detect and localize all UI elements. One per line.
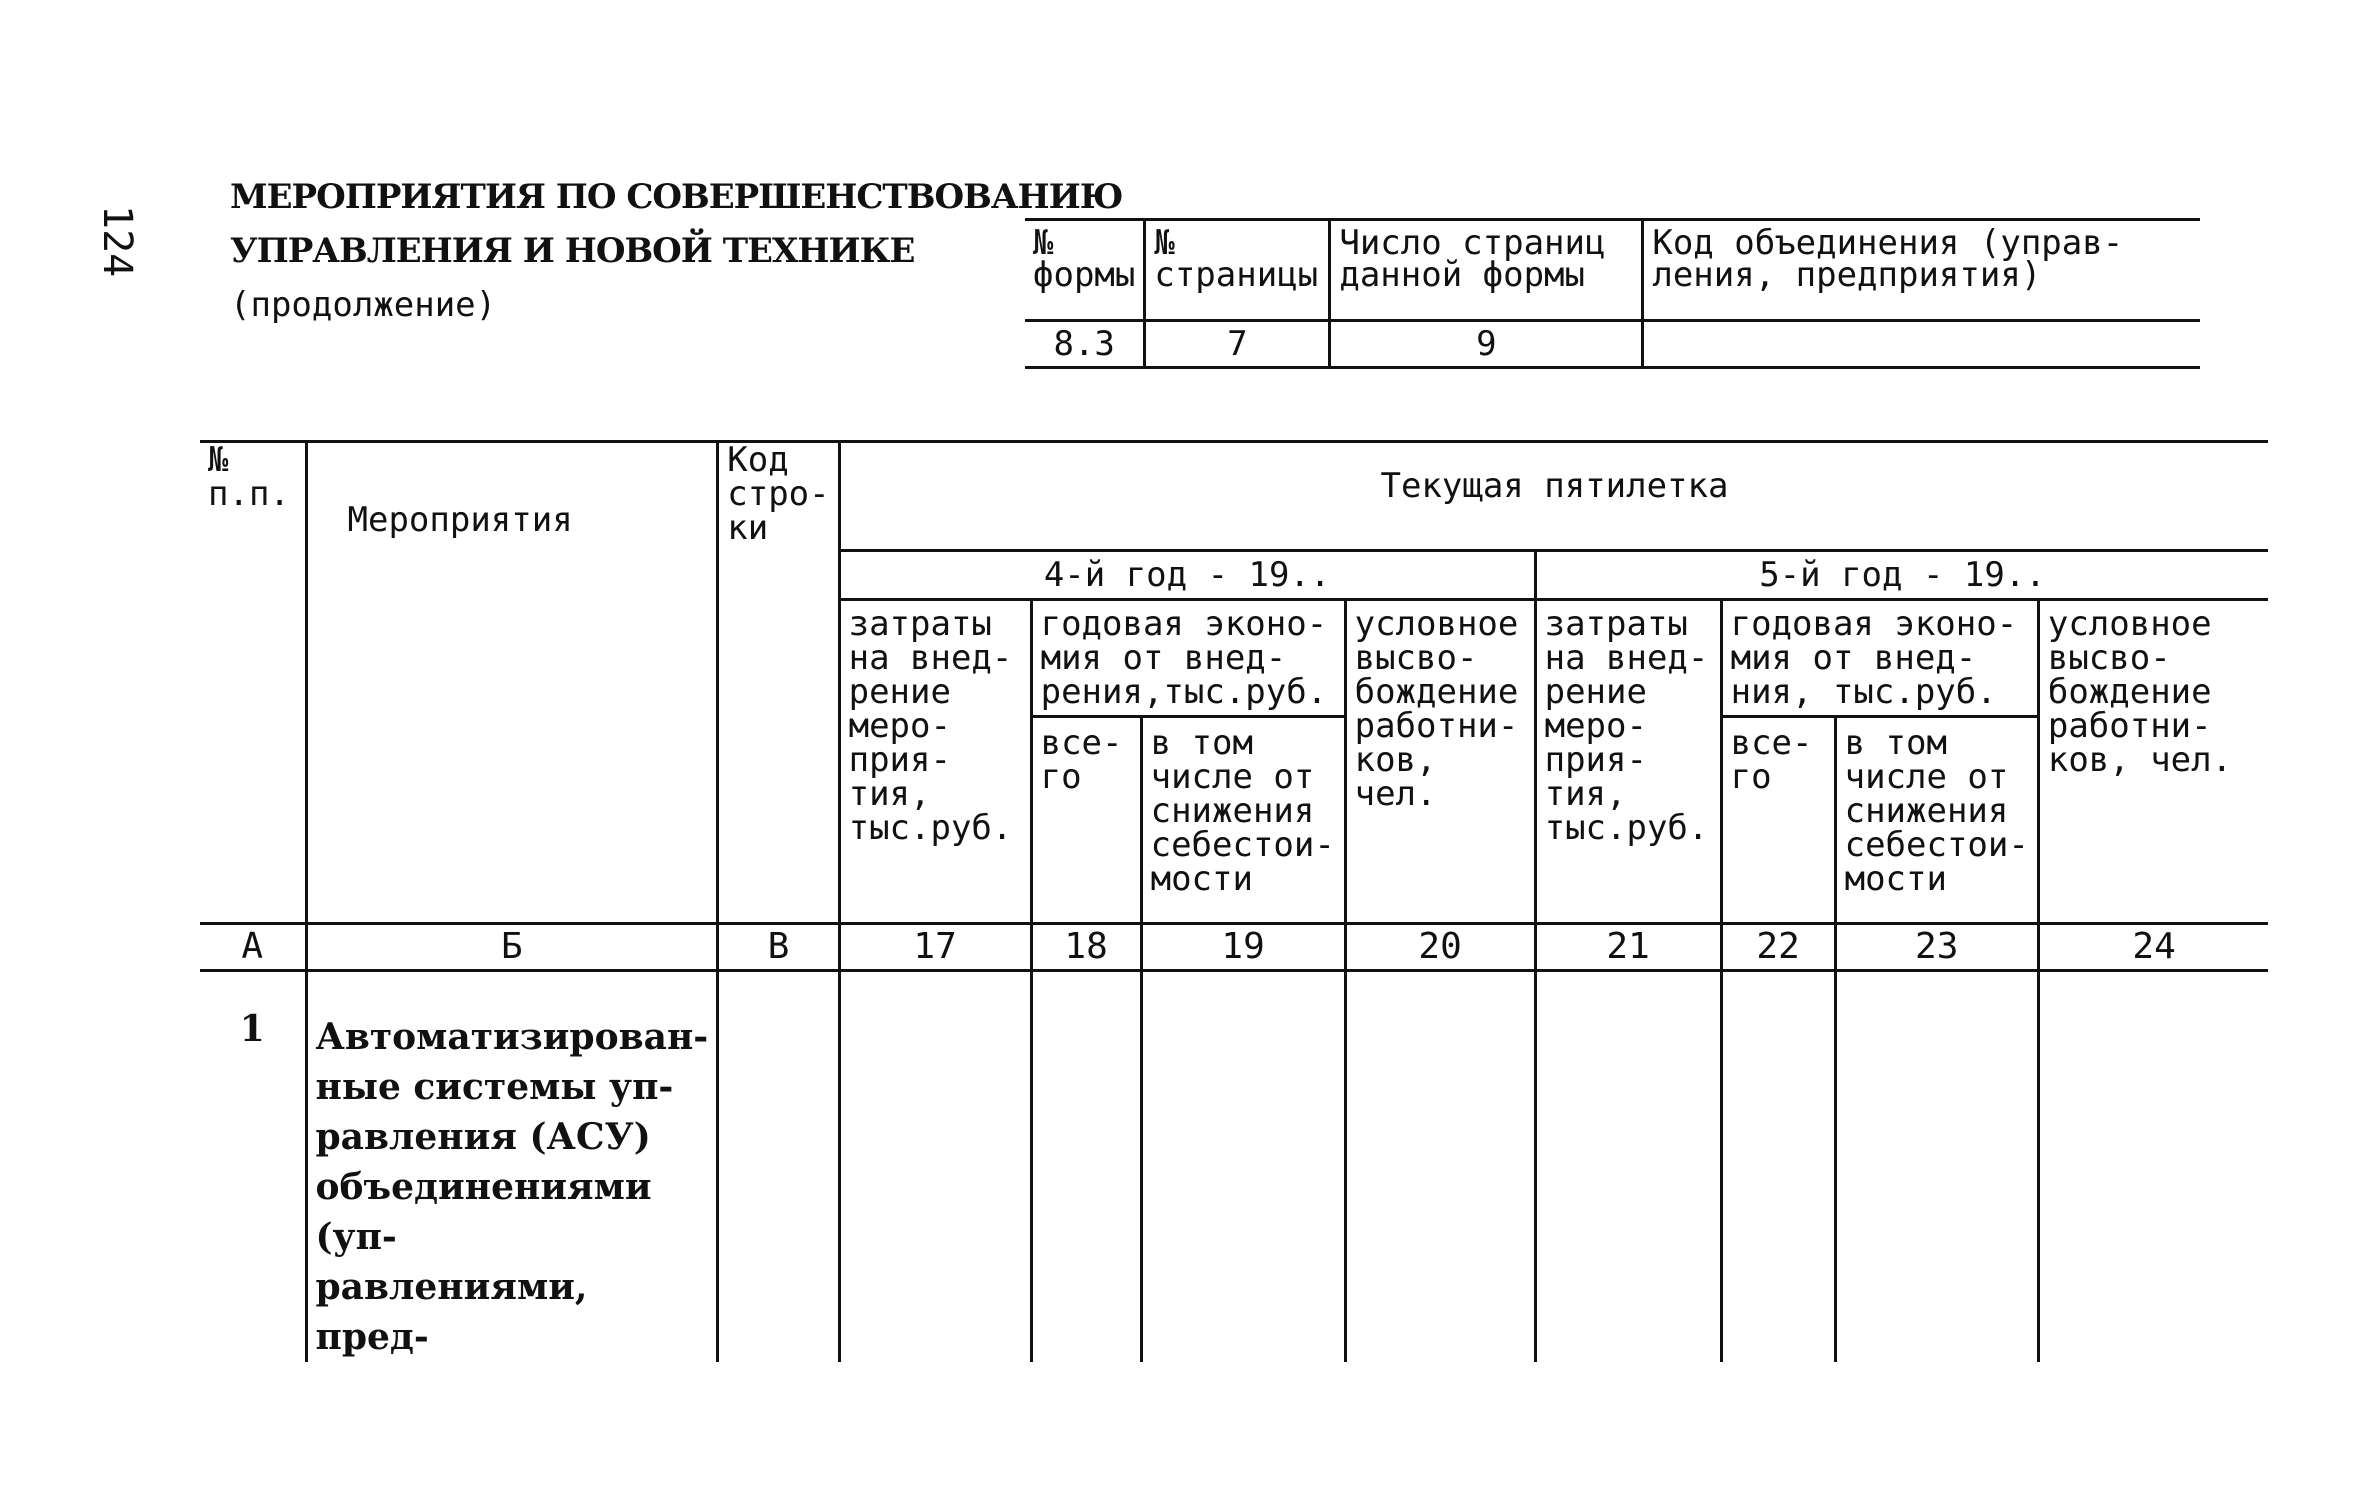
page-count-value: 9	[1330, 321, 1643, 368]
index-cell: 21	[1535, 924, 1721, 971]
heading-line-3: (продолжение)	[230, 285, 497, 325]
page-number: 124	[94, 205, 140, 278]
col-header-num: № п.п.	[200, 442, 306, 924]
org-code-header: Код объединения (управ- ления, предприятия)	[1643, 220, 2201, 321]
year-4-header: 4-й год - 19..	[839, 551, 1535, 600]
index-cell: 18	[1031, 924, 1141, 971]
row-cell	[839, 971, 1031, 1363]
costs-header-y5: затраты на внед- рение меро- прия- тия, тыс.руб.	[1535, 600, 1721, 924]
total-header-y4: все- го	[1031, 717, 1141, 924]
current-plan-header: Текущая пятилетка	[839, 442, 2268, 551]
index-cell: 17	[839, 924, 1031, 971]
incl-cost-header-y5: в том числе от снижения себестои- мости	[1835, 717, 2038, 924]
heading-line-2: УПРАВЛЕНИЯ И НОВОЙ ТЕХНИКЕ	[230, 231, 915, 271]
release-header-y4: условное высво- бождение работни- ков, чел.	[1345, 600, 1535, 924]
row-number: 1	[239, 1008, 265, 1050]
page-number-header: № страницы	[1145, 220, 1330, 321]
row-cell	[1535, 971, 1721, 1363]
costs-header-y4: затраты на внед- рение меро- прия- тия, тыс.руб.	[839, 600, 1031, 924]
index-cell: 20	[1345, 924, 1535, 971]
table-row	[200, 971, 2268, 1363]
savings-header-y4: годовая эконо- мия от внед- рения,тыс.руб.	[1031, 600, 1345, 717]
measures-table	[200, 440, 2268, 1362]
index-cell: 23	[1835, 924, 2038, 971]
index-cell: А	[200, 924, 306, 971]
release-header-y5: условное высво- бождение работни- ков, чел.	[2038, 600, 2268, 924]
row-cell	[1141, 971, 1345, 1363]
index-cell: 19	[1141, 924, 1345, 971]
row-cell	[1345, 971, 1535, 1363]
form-info-table	[1025, 218, 2200, 369]
index-cell: 22	[1721, 924, 1835, 971]
org-code-value	[1643, 321, 2201, 368]
page-number-value: 7	[1145, 321, 1330, 368]
col-header-code: Код стро- ки	[718, 442, 839, 924]
incl-cost-header-y4: в том числе от снижения себестои- мости	[1141, 717, 1345, 924]
heading-line-1: МЕРОПРИЯТИЯ ПО СОВЕРШЕНСТВОВАНИЮ	[230, 177, 1123, 217]
page-count-header: Число страниц данной формы	[1330, 220, 1643, 321]
savings-header-y5: годовая эконо- мия от внед- ния, тыс.руб.	[1721, 600, 2038, 717]
index-cell: Б	[306, 924, 718, 971]
row-cell	[718, 971, 839, 1363]
row-cell	[1031, 971, 1141, 1363]
form-number-value: 8.3	[1025, 321, 1145, 368]
document-heading	[230, 170, 1123, 332]
row-cell	[2038, 971, 2268, 1363]
row-cell	[1721, 971, 1835, 1363]
row-measure-text: Автоматизирован- ные системы уп- равления (АСУ) объединениями (уп- равлениями, пред-	[306, 971, 718, 1363]
index-cell: В	[718, 924, 839, 971]
col-header-measures: Мероприятия	[306, 442, 718, 924]
year-5-header: 5-й год - 19..	[1535, 551, 2268, 600]
total-header-y5: все- го	[1721, 717, 1835, 924]
form-number-header: № формы	[1025, 220, 1145, 321]
index-cell: 24	[2038, 924, 2268, 971]
row-cell	[1835, 971, 2038, 1363]
